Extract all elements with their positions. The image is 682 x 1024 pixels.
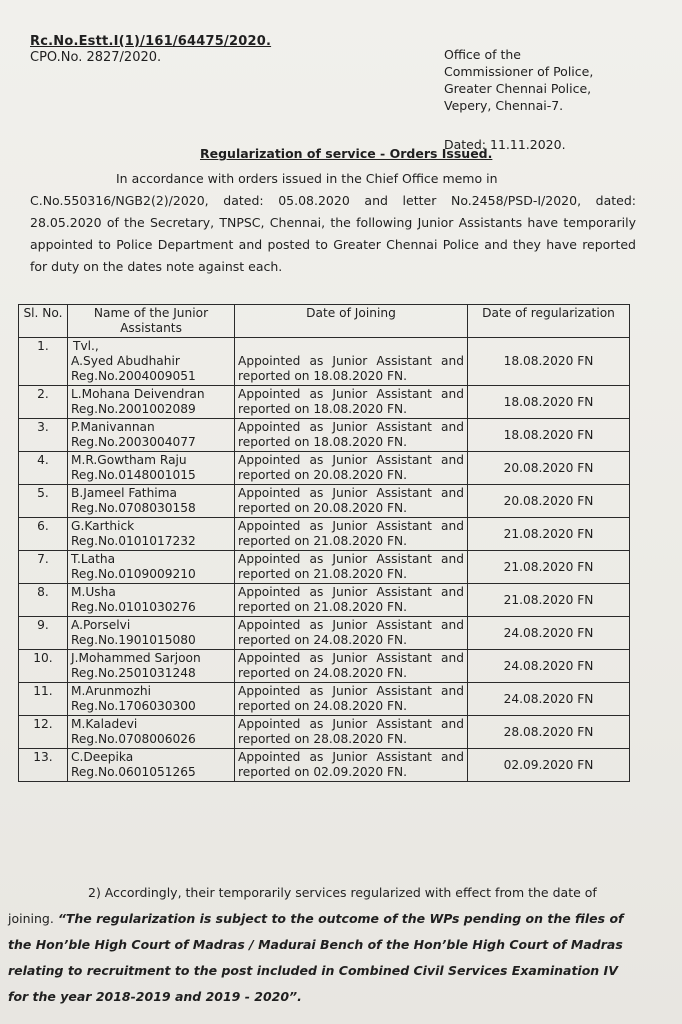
document-date: Dated: 11.11.2020. — [444, 137, 566, 152]
row-date-of-regularization: 21.08.2020 FN — [468, 551, 630, 584]
table-row — [19, 452, 630, 485]
row-name-cell — [68, 386, 235, 419]
office-line: Greater Chennai Police, — [444, 81, 592, 96]
row-date-of-joining: Appointed as Junior Assistant and reported on 28.08.2020 FN. — [235, 716, 468, 749]
header-sl-no: Sl. No. — [19, 305, 68, 338]
registration-number: Reg.No.0148001015 — [71, 468, 196, 482]
row-name-cell — [68, 650, 235, 683]
assistant-name: G.Karthick — [71, 519, 135, 533]
row-sl-no: 10. — [19, 650, 68, 683]
table-row — [19, 386, 630, 419]
row-sl-no: 7. — [19, 551, 68, 584]
intro-lead: In accordance with orders issued in the Chief Office memo in — [116, 171, 498, 186]
assistant-name: B.Jameel Fathima — [71, 486, 178, 500]
office-line: Commissioner of Police, — [444, 64, 594, 79]
intro-paragraph — [30, 168, 636, 278]
assistant-name: C.Deepika — [71, 750, 134, 764]
row-sl-no: 13. — [19, 749, 68, 782]
row-date-of-regularization: 20.08.2020 FN — [468, 452, 630, 485]
row-date-of-regularization: 24.08.2020 FN — [468, 650, 630, 683]
row-date-of-regularization: 18.08.2020 FN — [468, 419, 630, 452]
row-date-of-regularization: 18.08.2020 FN — [468, 338, 630, 386]
row-date-of-regularization: 24.08.2020 FN — [468, 617, 630, 650]
row-name-cell — [68, 683, 235, 716]
assistant-name: M.R.Gowtham Raju — [71, 453, 187, 467]
rc-number: Rc.No.Estt.I(1)/161/64475/2020. — [30, 34, 272, 49]
row-name-cell — [68, 518, 235, 551]
assistant-name: L.Mohana Deivendran — [71, 387, 205, 401]
row-date-of-regularization: 21.08.2020 FN — [468, 584, 630, 617]
row-date-of-joining: Appointed as Junior Assistant and reported on 18.08.2020 FN. — [235, 419, 468, 452]
registration-number: Reg.No.1901015080 — [71, 633, 196, 647]
row-sl-no: 4. — [19, 452, 68, 485]
registration-number: Reg.No.2001002089 — [71, 402, 196, 416]
assistant-name: T.Latha — [71, 552, 116, 566]
row-sl-no: 8. — [19, 584, 68, 617]
cpo-number: CPO.No. 2827/2020. — [30, 50, 162, 65]
paragraph-two — [8, 880, 632, 1010]
row-sl-no: 1. — [19, 338, 68, 386]
registration-number: Reg.No.2004009051 — [71, 369, 196, 383]
header-date-of-joining: Date of Joining — [235, 305, 468, 338]
row-name-cell — [68, 485, 235, 518]
registration-number: Reg.No.0101017232 — [71, 534, 196, 548]
row-date-of-joining: Appointed as Junior Assistant and reported on 18.08.2020 FN. — [235, 338, 468, 386]
registration-number: Reg.No.0708030158 — [71, 501, 196, 515]
paragraph-two-emphasis: “The regularization is subject to the outcome of the WPs pending on the files of the Hon’ble High Court of Madras / Madurai Bench of the Hon’ble High Court of Madras relating to recruitment to the post included in Combined Civil Services Examination IV for the year 2018-2019 and 2019 - 2020”. — [8, 911, 624, 1004]
row-date-of-joining: Appointed as Junior Assistant and reported on 24.08.2020 FN. — [235, 650, 468, 683]
assistant-name: P.Manivannan — [71, 420, 155, 434]
table-row — [19, 716, 630, 749]
row-date-of-regularization: 21.08.2020 FN — [468, 518, 630, 551]
row-date-of-joining: Appointed as Junior Assistant and reported on 24.08.2020 FN. — [235, 683, 468, 716]
assistant-name: M.Arunmozhi — [71, 684, 152, 698]
row-date-of-joining: Appointed as Junior Assistant and reported on 21.08.2020 FN. — [235, 518, 468, 551]
row-date-of-regularization: 02.09.2020 FN — [468, 749, 630, 782]
row-name-cell — [68, 584, 235, 617]
row-name-cell — [68, 716, 235, 749]
registration-number: Reg.No.0708006026 — [71, 732, 196, 746]
registration-number: Reg.No.0109009210 — [71, 567, 196, 581]
row-date-of-joining: Appointed as Junior Assistant and reported on 21.08.2020 FN. — [235, 584, 468, 617]
row-sl-no: 6. — [19, 518, 68, 551]
row-name-cell — [68, 551, 235, 584]
paragraph-two-lead: 2) Accordingly, their temporarily services regularized with effect from the date of joining. — [8, 885, 597, 926]
table-row — [19, 584, 630, 617]
table-row — [19, 749, 630, 782]
table-row — [19, 650, 630, 683]
row-date-of-joining: Appointed as Junior Assistant and reported on 20.08.2020 FN. — [235, 485, 468, 518]
row-sl-no: 2. — [19, 386, 68, 419]
subject-heading: Regularization of service - Orders Issued. — [200, 146, 493, 161]
regularization-table — [18, 304, 630, 782]
row-date-of-joining: Appointed as Junior Assistant and reported on 24.08.2020 FN. — [235, 617, 468, 650]
header-name — [68, 305, 235, 338]
registration-number: Reg.No.2501031248 — [71, 666, 196, 680]
row-name-cell — [68, 749, 235, 782]
row-date-of-joining: Appointed as Junior Assistant and reported on 21.08.2020 FN. — [235, 551, 468, 584]
table-row — [19, 485, 630, 518]
registration-number: Reg.No.1706030300 — [71, 699, 196, 713]
row-date-of-regularization: 24.08.2020 FN — [468, 683, 630, 716]
row-name-cell — [68, 419, 235, 452]
office-address — [444, 46, 674, 114]
registration-number: Reg.No.0101030276 — [71, 600, 196, 614]
office-line: Office of the — [444, 47, 521, 62]
name-prefix: Tvl., — [73, 339, 99, 353]
table-row — [19, 551, 630, 584]
row-date-of-regularization: 20.08.2020 FN — [468, 485, 630, 518]
row-sl-no: 5. — [19, 485, 68, 518]
header-name-label: Name of the Junior Assistants — [93, 306, 209, 335]
table-row — [19, 617, 630, 650]
row-date-of-joining: Appointed as Junior Assistant and reported on 18.08.2020 FN. — [235, 386, 468, 419]
row-sl-no: 9. — [19, 617, 68, 650]
row-date-of-joining: Appointed as Junior Assistant and reported on 02.09.2020 FN. — [235, 749, 468, 782]
row-sl-no: 12. — [19, 716, 68, 749]
row-sl-no: 11. — [19, 683, 68, 716]
row-sl-no: 3. — [19, 419, 68, 452]
row-date-of-joining: Appointed as Junior Assistant and reported on 20.08.2020 FN. — [235, 452, 468, 485]
assistant-name: M.Usha — [71, 585, 116, 599]
assistant-name: J.Mohammed Sarjoon — [71, 651, 201, 665]
row-name-cell — [68, 338, 235, 386]
office-line: Vepery, Chennai-7. — [444, 98, 564, 113]
registration-number: Reg.No.0601051265 — [71, 765, 196, 779]
assistant-name: A.Syed Abudhahir — [71, 354, 180, 368]
row-name-cell — [68, 452, 235, 485]
intro-body: C.No.550316/NGB2(2)/2020, dated: 05.08.2020 and letter No.2458/PSD-I/2020, dated: 28.05.2020 of the Secretary, TNPSC, Chennai, the following Junior Assistants have temporarily appointed to Police Department and posted to Greater Chennai Police and they have reported for duty on the dates note against each. — [30, 193, 636, 274]
registration-number: Reg.No.2003004077 — [71, 435, 196, 449]
row-date-of-regularization: 28.08.2020 FN — [468, 716, 630, 749]
header-date-of-regularization: Date of regularization — [468, 305, 630, 338]
reference-block — [30, 34, 271, 66]
table-row — [19, 683, 630, 716]
assistant-name: M.Kaladevi — [71, 717, 138, 731]
table-row — [19, 518, 630, 551]
row-date-of-regularization: 18.08.2020 FN — [468, 386, 630, 419]
row-name-cell — [68, 617, 235, 650]
assistant-name: A.Porselvi — [71, 618, 131, 632]
table-row — [19, 338, 630, 386]
table-body — [19, 338, 630, 782]
table-header-row — [19, 305, 630, 338]
table-row — [19, 419, 630, 452]
